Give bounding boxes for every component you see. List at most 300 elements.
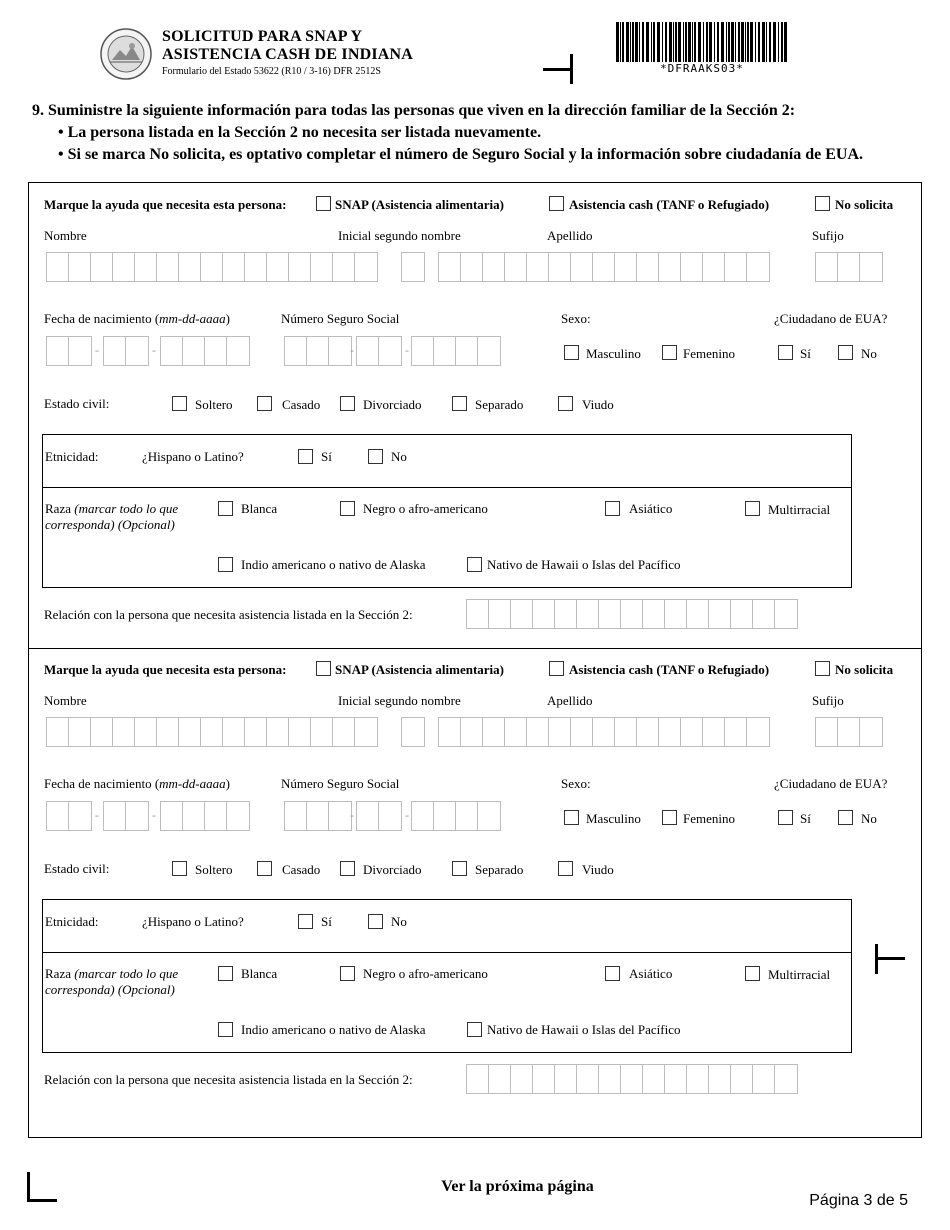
input-cell[interactable]	[747, 253, 769, 281]
sex-female-checkbox[interactable]	[662, 345, 677, 360]
input-cell[interactable]	[571, 718, 593, 746]
barcode-bar	[622, 22, 624, 62]
suffix-input[interactable]	[815, 717, 883, 747]
input-cell[interactable]	[434, 802, 456, 830]
household-member-2	[28, 648, 922, 1138]
ssn-part1-input[interactable]	[284, 336, 352, 366]
input-cell[interactable]	[456, 802, 478, 830]
input-cell[interactable]	[637, 718, 659, 746]
suffix-input[interactable]	[815, 252, 883, 282]
input-cell[interactable]	[412, 337, 434, 365]
dob-separator: -	[95, 343, 99, 357]
input-cell[interactable]	[47, 718, 69, 746]
married-label: Casado	[282, 397, 321, 412]
input-cell[interactable]	[402, 253, 424, 281]
race-black-label: Negro o afro-americano	[363, 501, 488, 516]
input-cell[interactable]	[593, 253, 615, 281]
relationship-input[interactable]	[466, 599, 798, 629]
race-black-checkbox[interactable]	[340, 501, 355, 516]
widowed-label: Viudo	[582, 862, 614, 877]
input-cell[interactable]	[489, 600, 511, 628]
input-cell[interactable]	[860, 718, 882, 746]
registration-mark-top	[543, 68, 573, 71]
barcode	[614, 22, 790, 62]
input-cell[interactable]	[47, 802, 69, 830]
ethnicity-label: Etnicidad:	[45, 449, 99, 464]
race-white-checkbox[interactable]	[218, 966, 233, 981]
input-cell[interactable]	[333, 253, 355, 281]
barcode-bar	[750, 22, 753, 62]
input-cell[interactable]	[379, 337, 401, 365]
input-cell[interactable]	[478, 337, 500, 365]
input-cell[interactable]	[747, 718, 769, 746]
input-cell[interactable]	[329, 802, 351, 830]
input-cell[interactable]	[91, 718, 113, 746]
ssn-part3-input[interactable]	[411, 336, 501, 366]
race-pacific-islander-checkbox[interactable]	[467, 557, 482, 572]
input-cell[interactable]	[511, 600, 533, 628]
input-cell[interactable]	[681, 253, 703, 281]
input-cell[interactable]	[267, 253, 289, 281]
input-cell[interactable]	[355, 253, 377, 281]
input-cell[interactable]	[577, 600, 599, 628]
input-cell[interactable]	[549, 718, 571, 746]
barcode-bar	[675, 22, 677, 62]
dob-year-input[interactable]	[160, 336, 250, 366]
sex-label: Sexo:	[561, 311, 591, 326]
input-cell[interactable]	[69, 718, 91, 746]
last-name-label: Apellido	[547, 228, 593, 243]
race-black-label: Negro o afro-americano	[363, 966, 488, 981]
dob-month-input[interactable]	[46, 801, 92, 831]
single-checkbox[interactable]	[172, 861, 187, 876]
barcode-bar	[662, 22, 663, 62]
input-cell[interactable]	[205, 802, 227, 830]
hispanic-label: ¿Hispano o Latino?	[142, 449, 244, 464]
input-cell[interactable]	[659, 718, 681, 746]
barcode-bar	[709, 22, 712, 62]
input-cell[interactable]	[289, 253, 311, 281]
barcode-bar	[773, 22, 776, 62]
ethnicity-race-box	[42, 899, 852, 1053]
barcode-bar	[669, 22, 672, 62]
married-checkbox[interactable]	[257, 396, 272, 411]
input-cell[interactable]	[555, 1065, 577, 1093]
input-cell[interactable]	[621, 1065, 643, 1093]
input-cell[interactable]	[599, 600, 621, 628]
first-name-label: Nombre	[44, 228, 87, 243]
barcode-bar	[665, 22, 667, 62]
input-cell[interactable]	[289, 718, 311, 746]
input-cell[interactable]	[593, 718, 615, 746]
ethnicity-label: Etnicidad:	[45, 914, 99, 929]
snap-label: SNAP (Asistencia alimentaria)	[335, 662, 504, 677]
barcode-bar	[692, 22, 693, 62]
input-cell[interactable]	[161, 802, 183, 830]
race-multiracial-checkbox[interactable]	[745, 501, 760, 516]
relationship-label: Relación con la persona que necesita asistencia listada en la Sección 2:	[44, 607, 413, 622]
widowed-checkbox[interactable]	[558, 861, 573, 876]
barcode-bar	[758, 22, 760, 62]
input-cell[interactable]	[439, 718, 461, 746]
dob-separator: -	[152, 808, 156, 822]
barcode-bar	[646, 22, 649, 62]
race-white-checkbox[interactable]	[218, 501, 233, 516]
citizen-no-checkbox[interactable]	[838, 345, 853, 360]
relationship-label: Relación con la persona que necesita asistencia listada en la Sección 2:	[44, 1072, 413, 1087]
input-cell[interactable]	[179, 718, 201, 746]
sex-male-checkbox[interactable]	[564, 345, 579, 360]
single-label: Soltero	[195, 397, 233, 412]
input-cell[interactable]	[665, 1065, 687, 1093]
dob-separator: -	[95, 808, 99, 822]
single-checkbox[interactable]	[172, 396, 187, 411]
input-cell[interactable]	[157, 253, 179, 281]
input-cell[interactable]	[135, 253, 157, 281]
dob-year-input[interactable]	[160, 801, 250, 831]
input-cell[interactable]	[104, 802, 126, 830]
input-cell[interactable]	[577, 1065, 599, 1093]
input-cell[interactable]	[709, 1065, 731, 1093]
barcode-bar	[769, 22, 771, 62]
input-cell[interactable]	[285, 802, 307, 830]
input-cell[interactable]	[533, 600, 555, 628]
instructions	[32, 100, 863, 166]
hispanic-yes-label: Sí	[321, 449, 332, 464]
input-cell[interactable]	[505, 253, 527, 281]
ssn-part2-input[interactable]	[356, 336, 402, 366]
input-cell[interactable]	[527, 718, 549, 746]
input-cell[interactable]	[104, 337, 126, 365]
race-native-american-checkbox[interactable]	[218, 557, 233, 572]
cash-assistance-checkbox[interactable]	[549, 196, 564, 211]
sex-female-checkbox[interactable]	[662, 810, 677, 825]
barcode-bar	[685, 22, 687, 62]
input-cell[interactable]	[126, 337, 148, 365]
divorced-checkbox[interactable]	[340, 861, 355, 876]
input-cell[interactable]	[227, 337, 249, 365]
input-cell[interactable]	[357, 802, 379, 830]
barcode-bar	[630, 22, 631, 62]
input-cell[interactable]	[615, 253, 637, 281]
barcode-bar	[683, 22, 684, 62]
barcode-bar	[721, 22, 724, 62]
dob-label-close: )	[225, 776, 230, 791]
input-cell[interactable]	[223, 253, 245, 281]
sex-male-label: Masculino	[586, 811, 641, 826]
barcode-bar	[778, 22, 779, 62]
married-checkbox[interactable]	[257, 861, 272, 876]
ssn-part1-input[interactable]	[284, 801, 352, 831]
input-cell[interactable]	[126, 802, 148, 830]
ssn-separator: -	[405, 808, 409, 822]
barcode-bar	[731, 22, 734, 62]
race-label-text: Raza	[45, 966, 75, 981]
input-cell[interactable]	[461, 718, 483, 746]
input-cell[interactable]	[456, 337, 478, 365]
barcode-bar	[766, 22, 767, 62]
input-cell[interactable]	[245, 253, 267, 281]
input-cell[interactable]	[621, 600, 643, 628]
dob-label-text: Fecha de nacimiento (	[44, 311, 160, 326]
race-native-american-checkbox[interactable]	[218, 1022, 233, 1037]
input-cell[interactable]	[533, 1065, 555, 1093]
input-cell[interactable]	[461, 253, 483, 281]
input-cell[interactable]	[643, 600, 665, 628]
input-cell[interactable]	[860, 253, 882, 281]
input-cell[interactable]	[816, 718, 838, 746]
hispanic-yes-checkbox[interactable]	[298, 449, 313, 464]
input-cell[interactable]	[69, 253, 91, 281]
input-cell[interactable]	[816, 253, 838, 281]
barcode-bar	[747, 22, 749, 62]
input-cell[interactable]	[402, 718, 424, 746]
input-cell[interactable]	[665, 600, 687, 628]
input-cell[interactable]	[69, 802, 91, 830]
race-asian-checkbox[interactable]	[605, 966, 620, 981]
dob-month-input[interactable]	[46, 336, 92, 366]
race-pacific-islander-checkbox[interactable]	[467, 1022, 482, 1037]
dob-day-input[interactable]	[103, 801, 149, 831]
hispanic-yes-label: Sí	[321, 914, 332, 929]
race-label	[45, 966, 178, 998]
race-asian-checkbox[interactable]	[605, 501, 620, 516]
ssn-separator: -	[350, 808, 354, 822]
barcode-bar	[714, 22, 715, 62]
input-cell[interactable]	[478, 802, 500, 830]
race-pacific-islander-label: Nativo de Hawaii o Islas del Pacífico	[487, 557, 681, 572]
separated-label: Separado	[475, 397, 524, 412]
ssn-part2-input[interactable]	[356, 801, 402, 831]
input-cell[interactable]	[467, 1065, 489, 1093]
input-cell[interactable]	[311, 253, 333, 281]
input-cell[interactable]	[505, 718, 527, 746]
middle-initial-input[interactable]	[401, 252, 425, 282]
input-cell[interactable]	[483, 718, 505, 746]
race-note-1: (marcar todo lo que	[74, 966, 179, 981]
input-cell[interactable]	[205, 337, 227, 365]
not-applying-checkbox[interactable]	[815, 196, 830, 211]
barcode-bar	[642, 22, 644, 62]
input-cell[interactable]	[687, 1065, 709, 1093]
last-name-input[interactable]	[438, 717, 770, 747]
race-multiracial-label: Multirracial	[768, 967, 831, 982]
barcode-bar	[703, 22, 704, 62]
married-label: Casado	[282, 862, 321, 877]
race-multiracial-checkbox[interactable]	[745, 966, 760, 981]
input-cell[interactable]	[307, 802, 329, 830]
separated-checkbox[interactable]	[452, 396, 467, 411]
input-cell[interactable]	[285, 337, 307, 365]
relationship-input[interactable]	[466, 1064, 798, 1094]
citizen-no-label: No	[861, 811, 877, 826]
input-cell[interactable]	[838, 253, 860, 281]
input-cell[interactable]	[333, 718, 355, 746]
input-cell[interactable]	[483, 253, 505, 281]
cash-assistance-checkbox[interactable]	[549, 661, 564, 676]
race-black-checkbox[interactable]	[340, 966, 355, 981]
input-cell[interactable]	[307, 337, 329, 365]
barcode-bar	[728, 22, 730, 62]
registration-mark-bottom	[27, 1199, 57, 1202]
race-pacific-islander-label: Nativo de Hawaii o Islas del Pacífico	[487, 1022, 681, 1037]
input-cell[interactable]	[223, 718, 245, 746]
input-cell[interactable]	[434, 337, 456, 365]
form-title	[162, 28, 413, 64]
input-cell[interactable]	[201, 253, 223, 281]
single-label: Soltero	[195, 862, 233, 877]
ssn-separator: -	[405, 343, 409, 357]
snap-label: SNAP (Asistencia alimentaria)	[335, 197, 504, 212]
input-cell[interactable]	[725, 718, 747, 746]
dob-format: mm-dd-aaaa	[159, 776, 226, 791]
citizen-yes-label: Sí	[800, 346, 811, 361]
input-cell[interactable]	[703, 718, 725, 746]
barcode-bar	[762, 22, 765, 62]
input-cell[interactable]	[489, 1065, 511, 1093]
input-cell[interactable]	[47, 337, 69, 365]
race-asian-label: Asiático	[629, 966, 673, 981]
input-cell[interactable]	[527, 253, 549, 281]
barcode-bar	[741, 22, 744, 62]
input-cell[interactable]	[731, 600, 753, 628]
input-cell[interactable]	[183, 337, 205, 365]
input-cell[interactable]	[113, 253, 135, 281]
input-cell[interactable]	[47, 253, 69, 281]
input-cell[interactable]	[91, 253, 113, 281]
input-cell[interactable]	[775, 600, 797, 628]
barcode-bar	[626, 22, 629, 62]
ethnicity-race-box	[42, 434, 852, 588]
input-cell[interactable]	[555, 600, 577, 628]
input-cell[interactable]	[135, 718, 157, 746]
hispanic-no-checkbox[interactable]	[368, 914, 383, 929]
citizen-yes-checkbox[interactable]	[778, 810, 793, 825]
marital-status-label: Estado civil:	[44, 396, 110, 411]
input-cell[interactable]	[549, 253, 571, 281]
input-cell[interactable]	[637, 253, 659, 281]
race-asian-label: Asiático	[629, 501, 673, 516]
barcode-bar	[755, 22, 756, 62]
input-cell[interactable]	[379, 802, 401, 830]
instructions-heading: 9. Suministre la siguiente información para todas las personas que viven en la dirección familiar de la Sección 2:	[32, 102, 796, 119]
hispanic-no-checkbox[interactable]	[368, 449, 383, 464]
dob-label	[44, 776, 230, 792]
input-cell[interactable]	[599, 1065, 621, 1093]
registration-mark-top-stem	[570, 54, 573, 84]
input-cell[interactable]	[183, 802, 205, 830]
input-cell[interactable]	[311, 718, 333, 746]
input-cell[interactable]	[703, 253, 725, 281]
input-cell[interactable]	[267, 718, 289, 746]
input-cell[interactable]	[467, 600, 489, 628]
input-cell[interactable]	[659, 253, 681, 281]
snap-checkbox[interactable]	[316, 661, 331, 676]
not-applying-checkbox[interactable]	[815, 661, 830, 676]
input-cell[interactable]	[329, 337, 351, 365]
input-cell[interactable]	[615, 718, 637, 746]
last-name-input[interactable]	[438, 252, 770, 282]
instructions-bullet-1: • La persona listada en la Sección 2 no necesita ser listada nuevamente.	[58, 124, 542, 141]
hispanic-label: ¿Hispano o Latino?	[142, 914, 244, 929]
marital-status-label: Estado civil:	[44, 861, 110, 876]
input-cell[interactable]	[245, 718, 267, 746]
race-note-1: (marcar todo lo que	[74, 501, 179, 516]
input-cell[interactable]	[412, 802, 434, 830]
input-cell[interactable]	[681, 718, 703, 746]
input-cell[interactable]	[113, 718, 135, 746]
input-cell[interactable]	[157, 718, 179, 746]
input-cell[interactable]	[838, 718, 860, 746]
separated-checkbox[interactable]	[452, 861, 467, 876]
barcode-bar	[726, 22, 727, 62]
input-cell[interactable]	[709, 600, 731, 628]
hispanic-yes-checkbox[interactable]	[298, 914, 313, 929]
dob-label-close: )	[225, 311, 230, 326]
snap-checkbox[interactable]	[316, 196, 331, 211]
sex-label: Sexo:	[561, 776, 591, 791]
dob-day-input[interactable]	[103, 336, 149, 366]
race-note-2: corresponda) (Opcional)	[45, 982, 175, 997]
input-cell[interactable]	[179, 253, 201, 281]
input-cell[interactable]	[161, 337, 183, 365]
next-page-note: Ver la próxima página	[441, 1178, 594, 1195]
barcode-bar	[639, 22, 640, 62]
suffix-label: Sufijo	[812, 693, 844, 708]
input-cell[interactable]	[357, 337, 379, 365]
input-cell[interactable]	[753, 600, 775, 628]
citizen-no-checkbox[interactable]	[838, 810, 853, 825]
input-cell[interactable]	[439, 253, 461, 281]
barcode-bar	[784, 22, 787, 62]
citizen-yes-checkbox[interactable]	[778, 345, 793, 360]
input-cell[interactable]	[731, 1065, 753, 1093]
form-number: Formulario del Estado 53622 (R10 / 3-16) DFR 2512S	[162, 66, 381, 77]
input-cell[interactable]	[69, 337, 91, 365]
cash-assistance-label: Asistencia cash (TANF o Refugiado)	[569, 197, 770, 212]
divider	[43, 487, 851, 488]
barcode-bar	[745, 22, 746, 62]
sex-female-label: Femenino	[683, 346, 735, 361]
last-name-label: Apellido	[547, 693, 593, 708]
race-native-american-label: Indio americano o nativo de Alaska	[241, 557, 426, 572]
input-cell[interactable]	[775, 1065, 797, 1093]
page-number: Página 3 de 5	[809, 1192, 908, 1209]
input-cell[interactable]	[227, 802, 249, 830]
input-cell[interactable]	[201, 718, 223, 746]
input-cell[interactable]	[571, 253, 593, 281]
citizen-no-label: No	[861, 346, 877, 361]
input-cell[interactable]	[725, 253, 747, 281]
middle-initial-input[interactable]	[401, 717, 425, 747]
sex-male-checkbox[interactable]	[564, 810, 579, 825]
household-member-1	[28, 182, 922, 649]
divorced-checkbox[interactable]	[340, 396, 355, 411]
input-cell[interactable]	[643, 1065, 665, 1093]
widowed-checkbox[interactable]	[558, 396, 573, 411]
input-cell[interactable]	[511, 1065, 533, 1093]
separated-label: Separado	[475, 862, 524, 877]
input-cell[interactable]	[753, 1065, 775, 1093]
first-name-input[interactable]	[46, 717, 378, 747]
barcode-bar	[706, 22, 708, 62]
ssn-label: Número Seguro Social	[281, 311, 400, 326]
input-cell[interactable]	[355, 718, 377, 746]
barcode-bar	[616, 22, 619, 62]
input-cell[interactable]	[687, 600, 709, 628]
first-name-input[interactable]	[46, 252, 378, 282]
ssn-part3-input[interactable]	[411, 801, 501, 831]
